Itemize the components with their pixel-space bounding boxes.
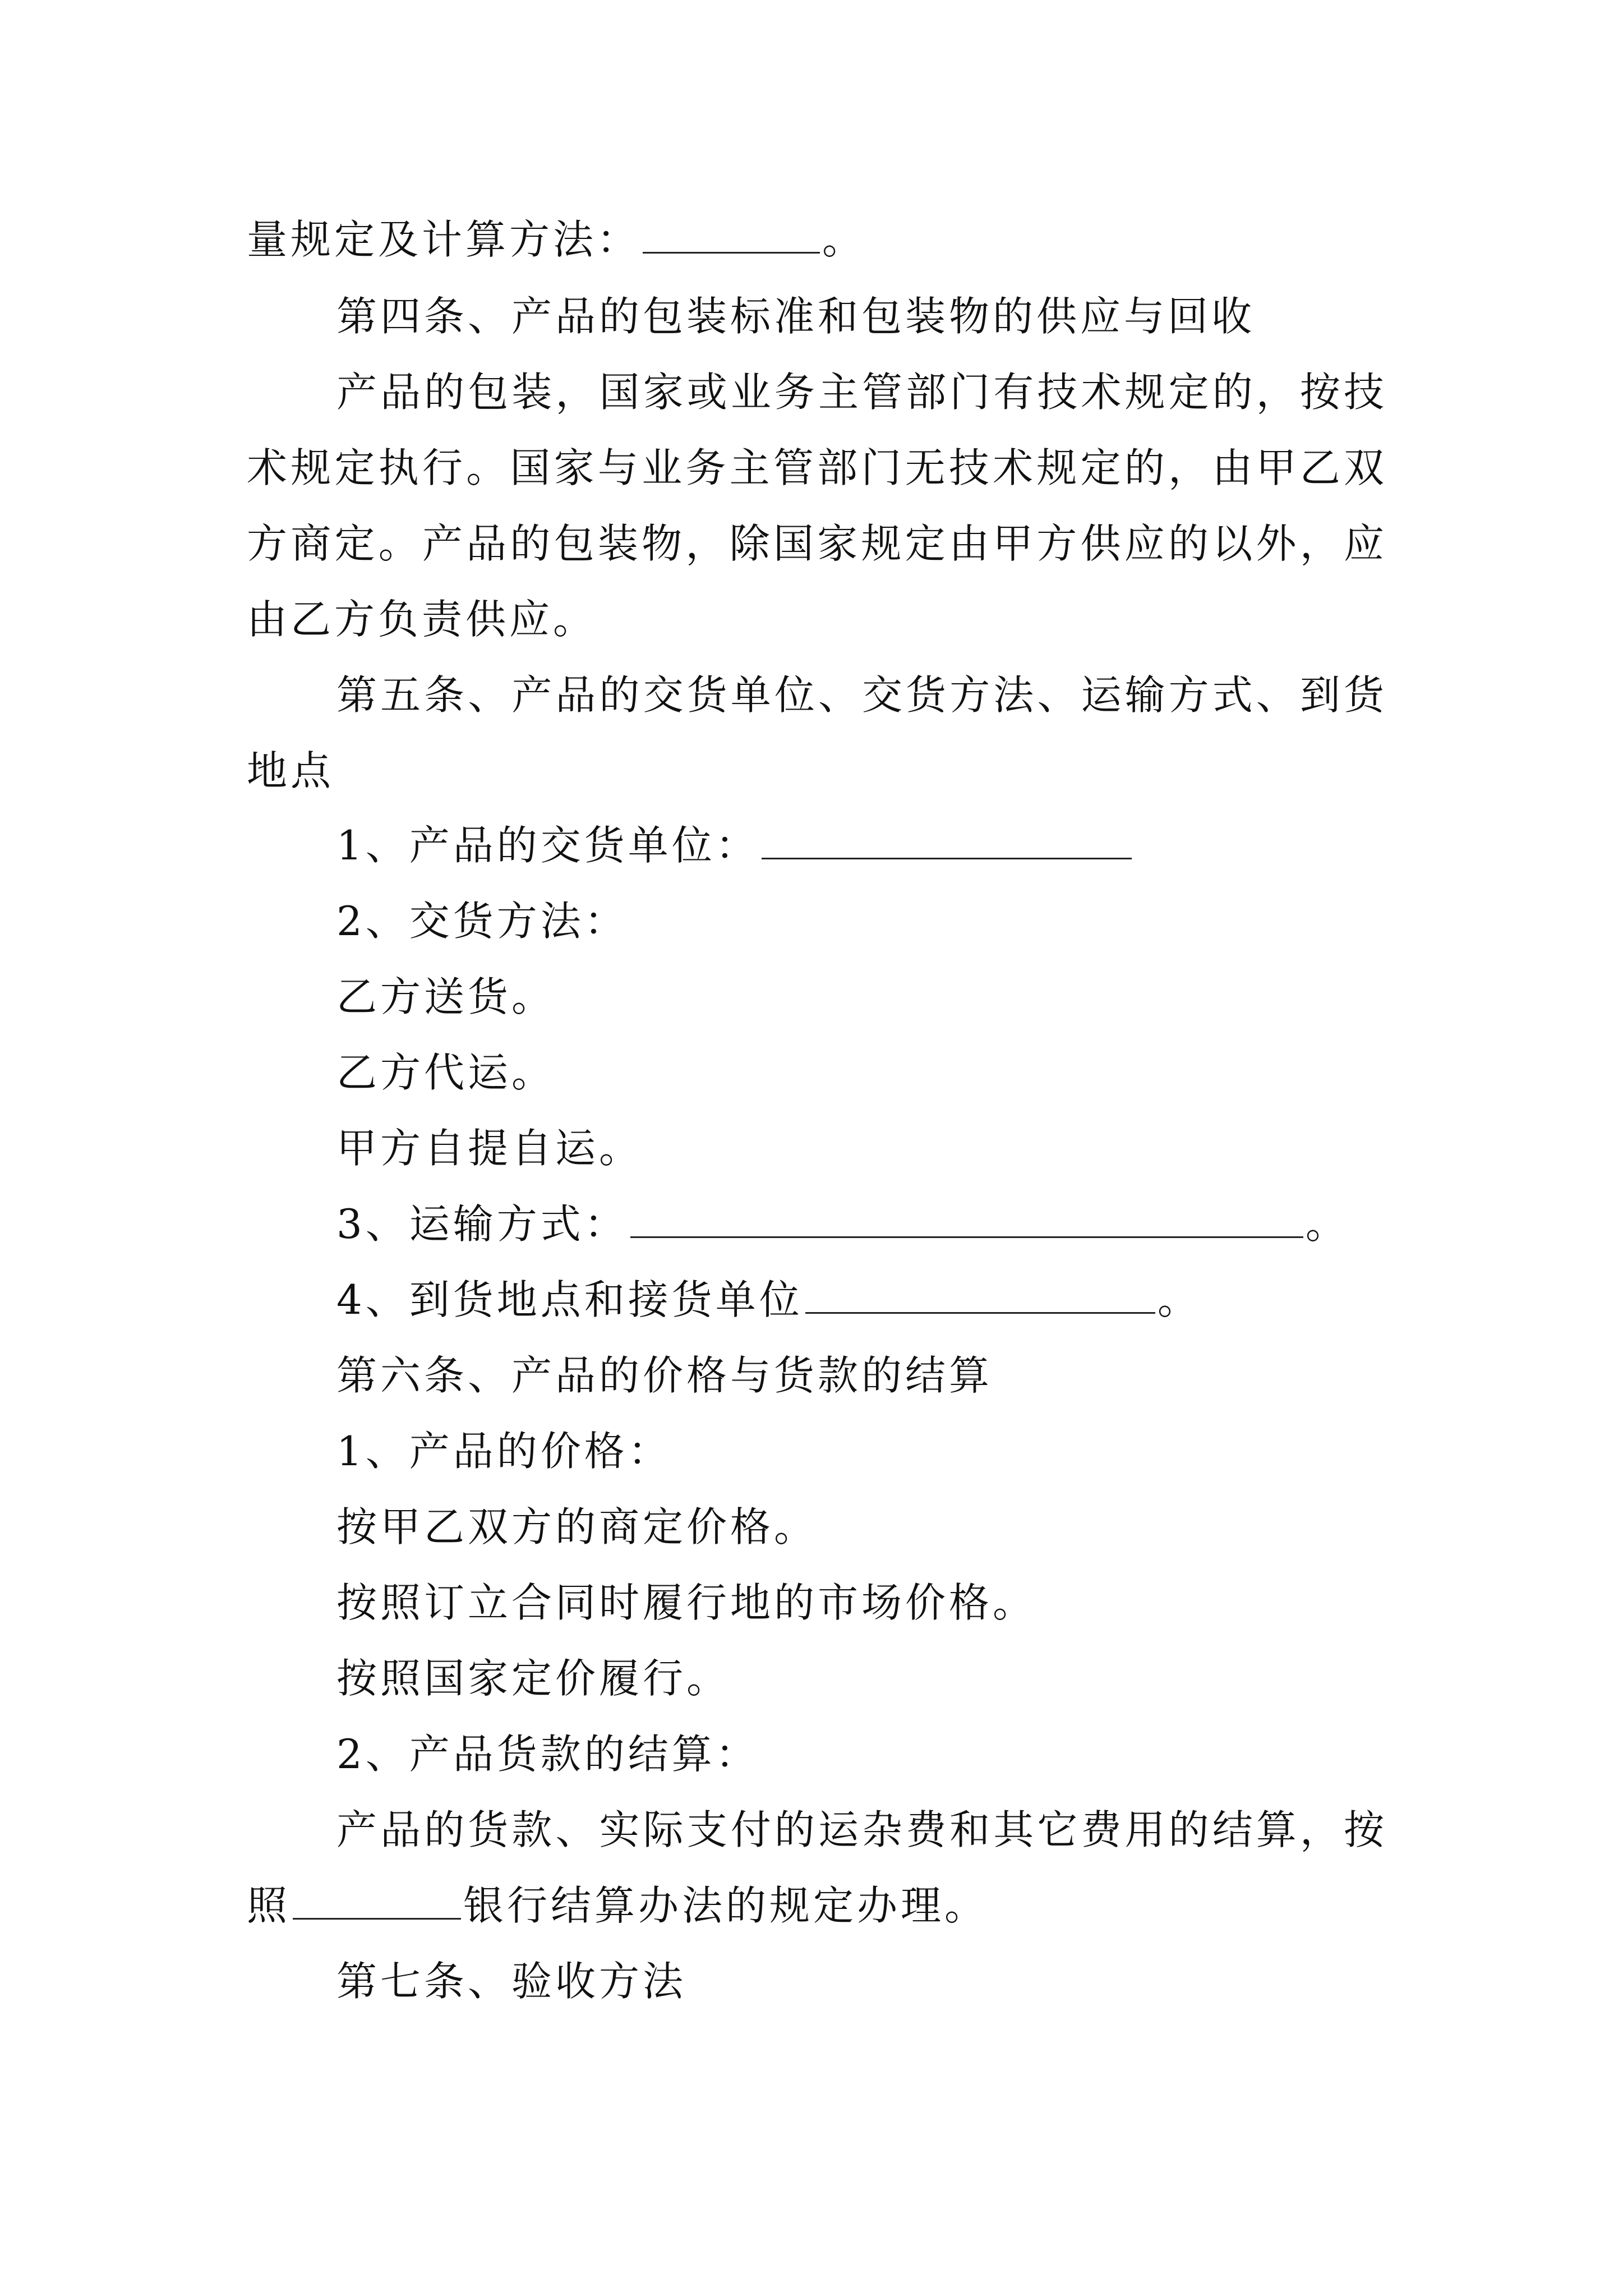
text-line-1 bbox=[247, 209, 866, 270]
line-suffix: 。 bbox=[1305, 1200, 1349, 1248]
text-line-13 bbox=[336, 1117, 643, 1179]
line-text: 乙方代运。 bbox=[336, 1049, 556, 1096]
fill-in-blank[interactable] bbox=[805, 1312, 1155, 1314]
line-text: 甲方自提自运。 bbox=[336, 1125, 643, 1172]
fill-in-blank[interactable] bbox=[630, 1236, 1303, 1238]
text-line-20 bbox=[336, 1648, 730, 1709]
line-text: 按甲乙双方的商定价格。 bbox=[336, 1503, 818, 1550]
text-line-15 bbox=[336, 1269, 1201, 1331]
section-heading-5 bbox=[336, 664, 1387, 726]
line-text: 术规定执行。国家与业务主管部门无技术规定的，由甲乙双 bbox=[247, 444, 1387, 491]
line-suffix: 银行结算办法的规定办理。 bbox=[463, 1882, 989, 1929]
line-text: 按照国家定价履行。 bbox=[336, 1655, 731, 1702]
line-text: 产品的货款、实际支付的运杂费和其它费用的结算，按 bbox=[336, 1806, 1387, 1853]
section-heading-4 bbox=[336, 286, 1255, 347]
text-line-14 bbox=[336, 1193, 1349, 1255]
text-line-19 bbox=[336, 1572, 1036, 1634]
text-line-17 bbox=[336, 1420, 672, 1482]
fill-in-blank[interactable] bbox=[762, 858, 1132, 859]
line-text: 量规定及计算方法： bbox=[247, 216, 641, 263]
text-line-9 bbox=[336, 815, 1134, 876]
line-text: 按照订立合同时履行地的市场价格。 bbox=[336, 1579, 1037, 1626]
text-line-18 bbox=[336, 1496, 818, 1558]
line-text: 1、产品的交货单位： bbox=[336, 822, 759, 869]
line-text: 4、到货地点和接货单位 bbox=[336, 1276, 803, 1323]
line-text: 第七条、验收方法 bbox=[336, 1958, 687, 2005]
line-text: 第四条、产品的包装标准和包装物的供应与回收 bbox=[336, 293, 1256, 340]
text-line-12 bbox=[336, 1042, 555, 1103]
fill-in-blank[interactable] bbox=[293, 1918, 461, 1920]
line-text: 2、交货方法： bbox=[336, 898, 628, 945]
line-text: 地点 bbox=[247, 747, 335, 794]
text-line-8 bbox=[247, 740, 334, 802]
line-text: 方商定。产品的包装物，除国家规定由甲方供应的以外，应 bbox=[247, 520, 1387, 567]
line-text: 3、运输方式： bbox=[336, 1200, 628, 1248]
line-suffix: 。 bbox=[1157, 1276, 1201, 1323]
text-line-10 bbox=[336, 890, 628, 952]
line-text: 照 bbox=[247, 1882, 291, 1929]
line-text: 乙方送货。 bbox=[336, 973, 556, 1020]
text-line-11 bbox=[336, 966, 555, 1028]
text-line-6 bbox=[247, 588, 597, 650]
text-line-4 bbox=[247, 437, 1387, 499]
text-line-3 bbox=[336, 361, 1387, 423]
section-heading-7 bbox=[336, 1950, 686, 2012]
text-line-22 bbox=[336, 1799, 1387, 1861]
line-text: 2、产品货款的结算： bbox=[336, 1731, 759, 1778]
line-text: 第五条、产品的交货单位、交货方法、运输方式、到货 bbox=[336, 671, 1387, 719]
line-text: 1、产品的价格： bbox=[336, 1428, 672, 1475]
text-line-23 bbox=[247, 1875, 988, 1936]
section-heading-6 bbox=[336, 1345, 993, 1406]
text-line-21 bbox=[336, 1723, 759, 1785]
line-text: 产品的包装，国家或业务主管部门有技术规定的，按技 bbox=[336, 369, 1387, 416]
line-text: 第六条、产品的价格与货款的结算 bbox=[336, 1352, 993, 1399]
text-line-5 bbox=[247, 513, 1387, 574]
fill-in-blank[interactable] bbox=[643, 252, 820, 254]
line-text: 由乙方负责供应。 bbox=[247, 596, 597, 643]
line-suffix: 。 bbox=[822, 216, 866, 263]
